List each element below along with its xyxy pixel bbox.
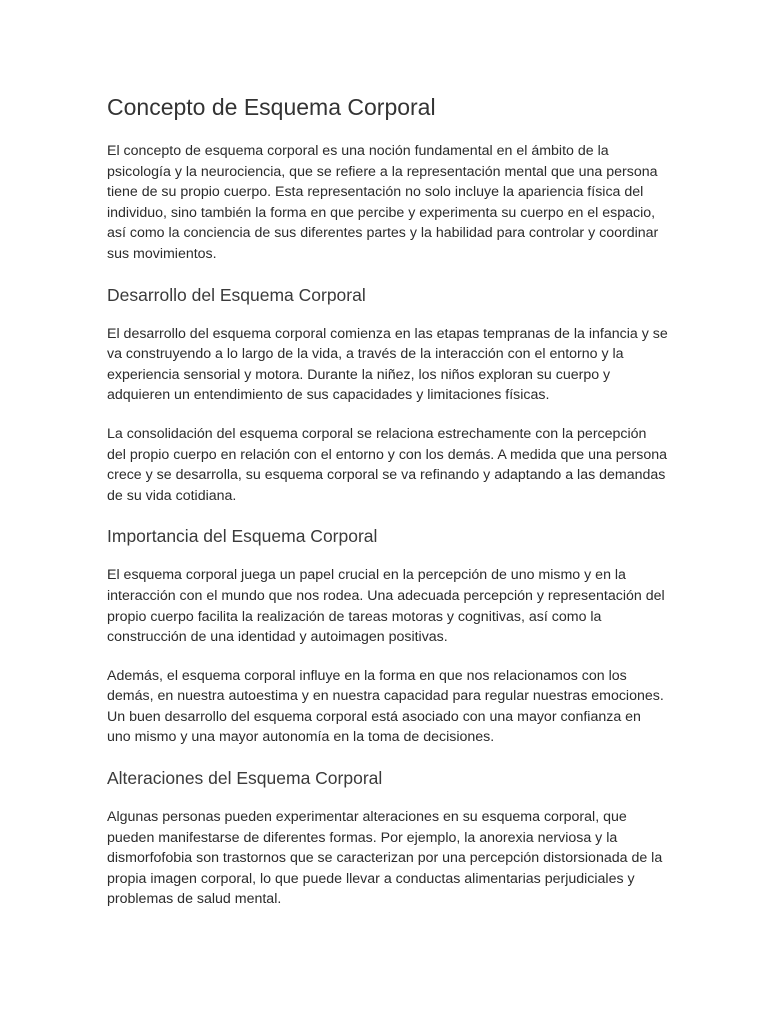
section-alteraciones	[107, 766, 668, 910]
section-paragraph: El esquema corporal juega un papel crucial en la percepción de uno mismo y en la interacción con el mundo que nos rodea. Una adecuada percepción y representación del propio cuerpo facilita la realización de tareas motoras y cognitivas, así como la construcción de una identidad y autoimagen positivas.	[107, 567, 665, 646]
document-title: Concepto de Esquema Corporal	[107, 94, 436, 120]
section-paragraph: La consolidación del esquema corporal se relaciona estrechamente con la percepción del propio cuerpo en relación con el entorno y con los demás. A medida que una persona crece y se desarrolla, su esquema corporal se va refinando y adaptando a las demandas de su vida cotidiana.	[107, 425, 667, 504]
section-heading: Desarrollo del Esquema Corporal	[107, 284, 366, 305]
section-desarrollo	[107, 283, 668, 507]
section-importancia	[107, 524, 668, 748]
section-heading: Alteraciones del Esquema Corporal	[107, 768, 383, 789]
section-heading: Importancia del Esquema Corporal	[107, 526, 378, 547]
section-paragraph: Algunas personas pueden experimentar alteraciones en su esquema corporal, que pueden manifestarse de diferentes formas. Por ejemplo, la anorexia nerviosa y la dismorfofobia son trastornos que se caracterizan por una percepción distorsionada de la propia imagen corporal, lo que puede llevar a conductas alimentarias perjudiciales y problemas de salud mental.	[107, 809, 663, 908]
section-paragraph: El desarrollo del esquema corporal comienza en las etapas tempranas de la infancia y se va construyendo a lo largo de la vida, a través de la interacción con el entorno y la experiencia sensorial y motora. Durante la niñez, los niños exploran su cuerpo y adquieren un entendimiento de sus capacidades y limitaciones físicas.	[107, 325, 668, 404]
intro-paragraph: El concepto de esquema corporal es una noción fundamental en el ámbito de la psicología y la neurociencia, que se refiere a la representación mental que una persona tiene de su propio cuerpo. Esta representación no solo incluye la apariencia física del individuo, sino también la forma en que percibe y experimenta su cuerpo en el espacio, así como la conciencia de sus diferentes partes y la habilidad para controlar y coordinar sus movimientos.	[107, 143, 659, 262]
section-paragraph: Además, el esquema corporal influye en la forma en que nos relacionamos con los demás, en nuestra autoestima y en nuestra capacidad para regular nuestras emociones. Un buen desarrollo del esquema corporal está asociado con una mayor confianza en uno mismo y una mayor autonomía en la toma de decisiones.	[107, 667, 664, 746]
